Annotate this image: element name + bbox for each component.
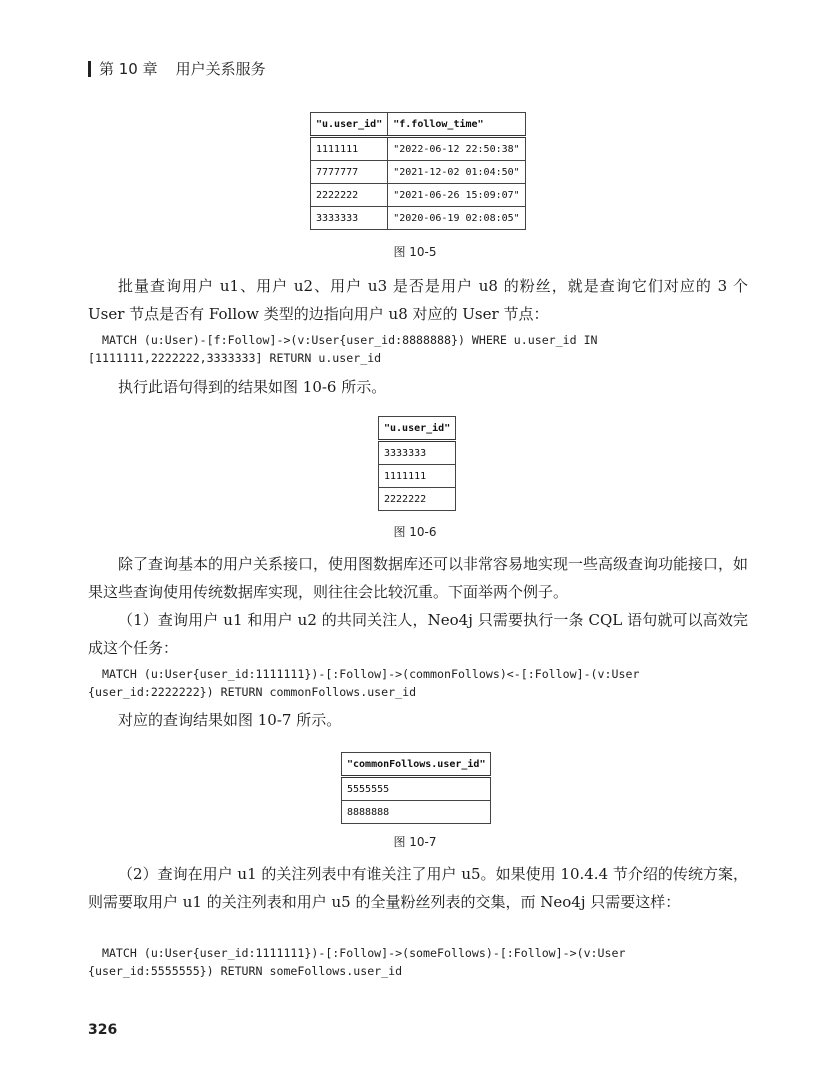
table-cell: 7777777 <box>311 161 388 184</box>
table-row <box>342 801 491 824</box>
page-number: 326 <box>88 1022 118 1038</box>
figure-caption: 图 10-6 <box>393 525 437 539</box>
result-table-10-7 <box>341 752 491 824</box>
result-table-10-5 <box>310 112 526 230</box>
paragraph: （1）查询用户 u1 和用户 u2 的共同关注人，Neo4j 只需要执行一条 CQL 语句就可以高效完成这个任务： <box>88 611 748 657</box>
table-cell: 1111111 <box>311 137 388 161</box>
paragraph: 除了查询基本的用户关系接口，使用图数据库还可以非常容易地实现一些高级查询功能接口，如果这些查询使用传统数据库实现，则往往会比较沉重。下面举两个例子。 <box>88 555 749 601</box>
paragraph: 对应的查询结果如图 10-7 所示。 <box>118 711 342 729</box>
chapter-number: 第 10 章 <box>99 60 158 78</box>
table-header-row <box>379 417 456 441</box>
code-block: MATCH (u:User{user_id:1111111})-[:Follow]->(commonFollows)<-[:Follow]-(v:User {user_id:2222222}) RETURN commonFollows.user_id <box>88 667 640 699</box>
table-row <box>311 184 526 207</box>
table-cell: 2222222 <box>379 488 456 511</box>
table-cell: 1111111 <box>379 465 456 488</box>
code-block: MATCH (u:User)-[f:Follow]->(v:User{user_id:8888888}) WHERE u.user_id IN [1111111,2222222,3333333] RETURN u.user_id <box>88 333 598 365</box>
table-row <box>311 137 526 161</box>
table-header-cell: "f.follow_time" <box>388 113 525 137</box>
table-cell: "2022-06-12 22:50:38" <box>388 137 525 161</box>
table-cell: 2222222 <box>311 184 388 207</box>
result-table-10-6 <box>378 416 456 511</box>
table-row <box>342 777 491 801</box>
code-block: MATCH (u:User{user_id:1111111})-[:Follow]->(someFollows)-[:Follow]->(v:User {user_id:5555555}) RETURN someFollows.user_id <box>88 946 626 978</box>
table-row <box>379 441 456 465</box>
table-header-cell: "u.user_id" <box>379 417 456 441</box>
table-row <box>379 465 456 488</box>
paragraph: （2）查询在用户 u1 的关注列表中有谁关注了用户 u5。如果使用 10.4.4 节介绍的传统方案，则需要取用户 u1 的关注列表和用户 u5 的全量粉丝列表的交集，而 Neo4j 只需要这样： <box>88 865 748 911</box>
paragraph: 执行此语句得到的结果如图 10-6 所示。 <box>118 378 387 396</box>
chapter-title: 用户关系服务 <box>175 60 266 78</box>
table-row <box>311 161 526 184</box>
table-cell: 3333333 <box>379 441 456 465</box>
paragraph: 批量查询用户 u1、用户 u2、用户 u3 是否是用户 u8 的粉丝，就是查询它们对应的 3 个 User 节点是否有 Follow 类型的边指向用户 u8 对应的 User 节点： <box>88 277 748 323</box>
table-cell: 3333333 <box>311 207 388 230</box>
table-row <box>379 488 456 511</box>
table-cell: 5555555 <box>342 777 491 801</box>
table-header-cell: "u.user_id" <box>311 113 388 137</box>
running-header <box>88 58 266 79</box>
figure-caption: 图 10-5 <box>393 245 437 259</box>
table-header-cell: "commonFollows.user_id" <box>342 753 491 777</box>
table-cell: 8888888 <box>342 801 491 824</box>
figure-caption: 图 10-7 <box>393 835 437 849</box>
table-cell: "2020-06-19 02:08:05" <box>388 207 525 230</box>
table-cell: "2021-12-02 01:04:50" <box>388 161 525 184</box>
table-cell: "2021-06-26 15:09:07" <box>388 184 525 207</box>
table-header-row <box>311 113 526 137</box>
header-bar <box>88 61 91 77</box>
table-header-row <box>342 753 491 777</box>
table-row <box>311 207 526 230</box>
